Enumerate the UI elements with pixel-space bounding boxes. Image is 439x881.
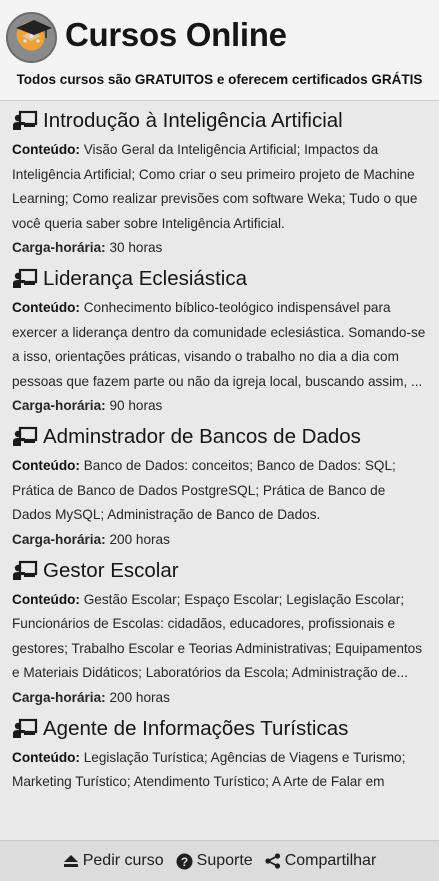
course-header[interactable] xyxy=(12,714,427,744)
content-label: Conteúdo: xyxy=(12,591,80,607)
question-circle-icon xyxy=(176,853,193,870)
share-icon xyxy=(265,853,281,869)
course-item[interactable] xyxy=(12,714,427,795)
course-hours xyxy=(12,394,427,418)
content-text: Conhecimento bíblico-teológico indispensável para exercer a liderança dentro da comunidade eclesiástica. Somando-se a isso, orientações práticas, visando o trabalho no dia a dia com pessoas que fazem parte ou não da igreja local, buscando assim, ... xyxy=(12,300,426,389)
hours-label: Carga-horária: xyxy=(12,689,106,705)
svg-text:?: ? xyxy=(180,854,188,869)
course-item[interactable] xyxy=(12,556,427,710)
hours-label: Carga-horária: xyxy=(12,398,106,413)
app-title: Cursos Online xyxy=(65,16,287,53)
hours-value: 90 horas xyxy=(109,398,163,413)
teacher-board-icon xyxy=(12,426,38,448)
eject-icon xyxy=(63,854,79,868)
course-title[interactable]: Agente de Informações Turísticas xyxy=(43,716,349,740)
course-header[interactable] xyxy=(12,422,427,452)
course-title[interactable]: Gestor Escolar xyxy=(43,558,179,582)
course-content xyxy=(12,588,427,686)
course-hours xyxy=(12,686,427,710)
course-item[interactable] xyxy=(12,264,427,418)
app-header xyxy=(0,0,439,101)
content-label: Conteúdo: xyxy=(12,458,80,473)
hours-label: Carga-horária: xyxy=(12,240,106,255)
content-text: Banco de Dados: conceitos; Banco de Dados: SQL; Prática de Banco de Dados PostgreSQL; Prática de Banco de Dados MySQL; Administração de Banco de Dados. xyxy=(12,458,396,522)
course-list xyxy=(0,102,439,840)
graduation-cap-logo-icon xyxy=(6,12,57,63)
course-header[interactable] xyxy=(12,264,427,294)
course-hours xyxy=(12,528,427,552)
course-content xyxy=(12,296,427,394)
hours-value: 30 horas xyxy=(109,240,163,255)
content-label: Conteúdo: xyxy=(12,300,80,315)
course-content xyxy=(12,138,427,236)
course-content xyxy=(12,454,427,528)
hours-value: 200 horas xyxy=(109,531,170,547)
request-course-button[interactable] xyxy=(63,852,164,870)
course-item[interactable] xyxy=(12,106,427,260)
teacher-board-icon xyxy=(12,718,38,740)
app-subtitle: Todos cursos são GRATUITOS e oferecem certificados GRÁTIS xyxy=(16,72,423,87)
support-label[interactable]: Suporte xyxy=(196,852,253,869)
teacher-board-icon xyxy=(12,268,38,290)
teacher-board-icon xyxy=(12,110,38,132)
course-header[interactable] xyxy=(12,106,427,136)
course-title[interactable]: Introdução à Inteligência Artificial xyxy=(43,109,343,132)
course-title[interactable]: Adminstrador de Bancos de Dados xyxy=(43,425,361,448)
teacher-board-icon xyxy=(12,560,38,582)
course-item[interactable] xyxy=(12,422,427,552)
course-hours xyxy=(12,236,427,260)
support-button[interactable] xyxy=(176,852,253,870)
bottom-action-bar xyxy=(0,840,439,881)
content-text: Gestão Escolar; Espaço Escolar; Legislação Escolar; Funcionários de Escolas: cidadãos, educadores, profissionais e gestores; Trabalho Escolar e Teorias Administrativas; Equipamentos e Materiais Didáticos; Laboratórios da Escola; Administração de... xyxy=(12,591,423,680)
content-label: Conteúdo: xyxy=(12,749,80,765)
course-content xyxy=(12,746,427,795)
content-text: Legislação Turística; Agências de Viagens e Turismo; Marketing Turístico; Atendimento Turístico; A Arte de Falar em xyxy=(12,749,406,789)
content-label: Conteúdo: xyxy=(12,142,80,157)
course-title[interactable]: Liderança Eclesiástica xyxy=(43,267,247,290)
content-text: Visão Geral da Inteligência Artificial; Impactos da Inteligência Artificial; Como criar o seu primeiro projeto de Machine Learning; Como realizar previsões com software Weka; Tudo o que você queria saber sobre Inteligência Artificial. xyxy=(12,142,418,231)
hours-value: 200 horas xyxy=(109,689,170,705)
course-header[interactable] xyxy=(12,556,427,586)
share-label[interactable]: Compartilhar xyxy=(284,852,377,869)
request-course-label[interactable]: Pedir curso xyxy=(82,852,164,869)
hours-label: Carga-horária: xyxy=(12,531,106,547)
share-button[interactable] xyxy=(265,852,377,870)
